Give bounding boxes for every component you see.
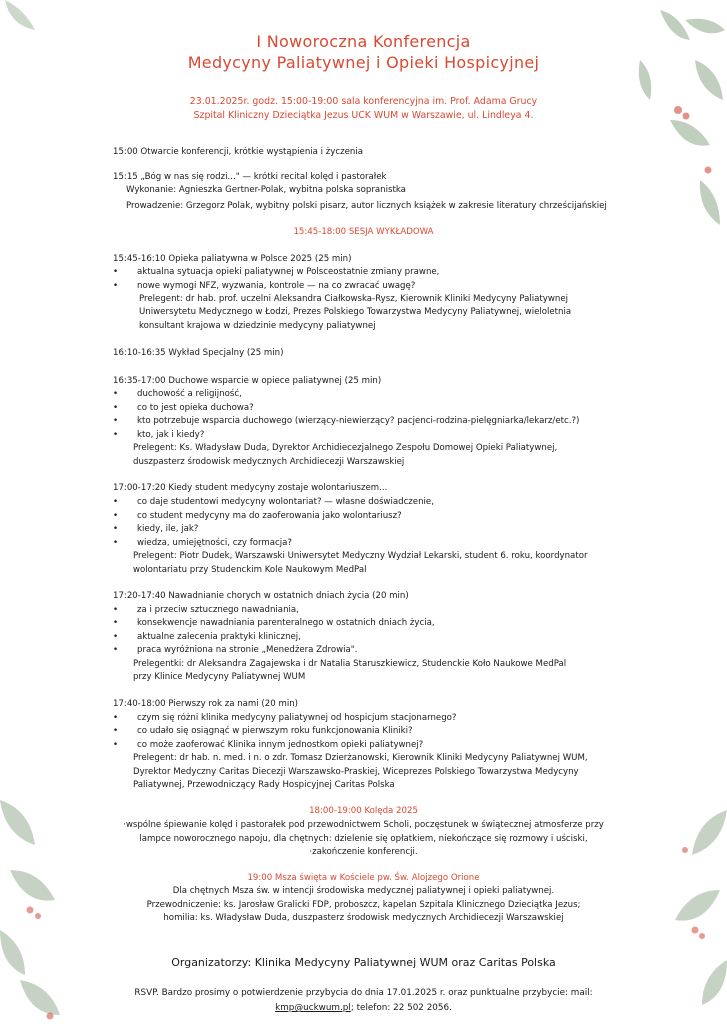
lecture2-bullet: kto, jak i kiedy? xyxy=(137,430,205,440)
koleda-line: ·zakończenie konferencji. xyxy=(309,847,418,857)
lecture3-title: 17:00-17:20 Kiedy student medycyny zostaje wolontariuszem... xyxy=(113,483,388,493)
lecture5-speaker: Dyrektor Medyczny Caritas Diecezji Warszawsko-Praskiej, Wiceprezes Polskiego Towarzystwa Medycyny xyxy=(133,767,579,777)
bullet-icon: • xyxy=(113,497,119,507)
lecture1-speaker: Uniwersytetu Medycznego w Łodzi, Prezes Polskiego Towarzystwa Medycyny Paliatywnej, wieloletnia xyxy=(139,307,572,317)
lecture2-bullet: kto potrzebuje wsparcia duchowego (wierzący-niewierzący? pacjenci-rodzina-pielęgniarka/lekarz/etc.?) xyxy=(137,416,580,426)
bullet-icon: • xyxy=(113,740,119,750)
lecture5-bullet: co może zaoferować Klinika innym jednostkom opieki paliatywnej? xyxy=(137,740,424,750)
lecture1-bullet: aktualna sytuacja opieki paliatywnej w Polsceostatnie zmiany prawne, xyxy=(137,267,440,277)
lecture2-speaker: Prelegent: Ks. Władysław Duda, Dyrektor Archidiecezjalnego Zespołu Domowej Opieki Paliatywnej, xyxy=(133,443,558,453)
mass-line: Przewodniczenie: ks. Jarosław Gralicki FDP, proboszcz, kapelan Szpitala Klinicznego Dzieciątka Jezus; xyxy=(146,900,581,910)
lecture3-bullet: co daje studentowi medycyny wolontariat? — własne doświadczenie, xyxy=(137,497,434,507)
bullet-icon: • xyxy=(113,416,119,426)
lecture4-bullet: za i przeciw sztucznego nawadniania, xyxy=(137,605,299,615)
bullet-icon: • xyxy=(113,645,119,655)
lecture5-bullet: czym się różni klinika medycyny paliatywnej od hospicjum stacjonarnego? xyxy=(137,713,457,723)
title-line-1: I Noworoczna Konferencja xyxy=(256,32,471,51)
bullet-icon: • xyxy=(113,511,119,521)
bullet-icon: • xyxy=(113,713,119,723)
mass-line: Dla chętnych Msza św. w intencji środowiska medycznej paliatywnej i opieki paliatywnej. xyxy=(172,886,555,896)
lecture3-bullet: co student medycyny ma do zaoferowania jako wolontariusz? xyxy=(137,511,402,521)
lecture5-speaker: Prelegent: dr hab. n. med. i n. o zdr. Tomasz Dzierżanowski, Kierownik Kliniki Medycyny Paliatywnej WUM, xyxy=(133,753,588,763)
subtitle-venue: Szpital Kliniczny Dzieciątka Jezus UCK WUM w Warszawie, ul. Lindleya 4. xyxy=(193,110,534,121)
title-line-2: Medycyny Paliatywnej i Opieki Hospicyjnej xyxy=(187,53,540,72)
organizers: Organizatorzy: Klinika Medycyny Paliatywnej WUM oraz Caritas Polska xyxy=(171,956,556,969)
lecture4-bullet: konsekwencje nawadniania parenteralnego w ostatnich dniach życia, xyxy=(137,618,435,628)
session-header: 15:45-18:00 SESJA WYKŁADOWA xyxy=(293,227,434,237)
phone-text: ; telefon: 22 502 2056. xyxy=(350,1003,452,1013)
lecture1-speaker: Prelegent: dr hab. prof. uczelni Aleksandra Ciałkowska-Rysz, Kierownik Kliniki Medycyny Paliatywnej xyxy=(139,294,569,304)
lecture2-title: 16:35-17:00 Duchowe wsparcie w opiece paliatywnej (25 min) xyxy=(113,376,382,386)
recital-performer: Wykonanie: Agnieszka Gertner-Polak, wybitna polska sopranistka xyxy=(126,185,406,195)
bullet-icon: • xyxy=(113,430,119,440)
koleda-line: lampce noworocznego napoju, dla chętnych: dzielenie się opłatkiem, niekończące się rozmowy i uściski, xyxy=(139,834,588,844)
bullet-icon: • xyxy=(113,726,119,736)
lecture1-bullet: nowe wymogi NFZ, wyzwania, kontrole — na co zwracać uwagę? xyxy=(137,281,416,291)
bullet-icon: • xyxy=(113,389,119,399)
lecture2-speaker: duszpasterz środowisk medycznych Archidiecezji Warszawskiej xyxy=(133,457,405,467)
lecture3-bullet: wiedza, umiejętności, czy formacja? xyxy=(137,538,292,548)
recital-host: Prowadzenie: Grzegorz Polak, wybitny polski pisarz, autor licznych książek w zakresie literatury chrześcijańskiej xyxy=(126,201,607,211)
koleda-header: 18:00-19:00 Kolęda 2025 xyxy=(309,806,418,816)
bullet-icon: • xyxy=(113,267,119,277)
lecture1-speaker: konsultant krajowa w dziedzinie medycyny paliatywnej xyxy=(139,321,376,331)
mass-line: homilia: ks. Władysław Duda, duszpasterz środowisk medycznych Archidiecezji Warszawskiej xyxy=(163,913,564,923)
lecture3-speaker: Prelegent: Piotr Dudek, Warszawski Uniwersytet Medyczny Wydział Lekarski, student 6. roku, koordynator xyxy=(133,551,588,561)
bullet-icon: • xyxy=(113,632,119,642)
rsvp-line: RSVP. Bardzo prosimy o potwierdzenie przybycia do dnia 17.01.2025 r. oraz punktualne przybycie: mail: xyxy=(134,988,593,998)
lecture4-bullet: praca wyróżniona na stronie „Menedżera Zdrowia". xyxy=(137,645,358,655)
lecture4-speaker: przy Klinice Medycyny Paliatywnej WUM xyxy=(133,672,306,682)
bullet-icon: • xyxy=(113,618,119,628)
lecture3-speaker: wolontariatu przy Studenckim Kole Naukowym MedPal xyxy=(133,565,367,575)
bullet-icon: • xyxy=(113,403,119,413)
bullet-icon: • xyxy=(113,281,119,291)
lecture5-speaker: Paliatywnej, Przewodniczący Rady Hospicyjnej Caritas Polska xyxy=(133,780,395,790)
subtitle-date: 23.01.2025r. godz. 15:00-19:00 sala konferencyjna im. Prof. Adama Grucy xyxy=(189,96,538,107)
lecture4-speaker: Prelegentki: dr Aleksandra Zagajewska i dr Natalia Staruszkiewicz, Studenckie Koło Naukowe MedPal xyxy=(133,659,567,669)
lecture4-title: 17:20-17:40 Nawadnianie chorych w ostatnich dniach życia (20 min) xyxy=(113,591,409,601)
lecture5-title: 17:40-18:00 Pierwszy rok za nami (20 min) xyxy=(113,699,299,709)
rsvp-contact xyxy=(0,1001,727,1016)
recital-title: 15:15 „Bóg w nas się rodzi..." — krótki recital kolęd i pastorałek xyxy=(113,172,387,182)
lecture1-title: 15:45-16:10 Opieka paliatywna w Polsce 2025 (25 min) xyxy=(113,254,352,264)
koleda-line: ·wspólne śpiewanie kolęd i pastorałek pod przewodnictwem Scholi, poczęstunek w świątecznej atmosferze przy xyxy=(123,820,604,830)
bullet-icon: • xyxy=(113,605,119,615)
bullet-icon: • xyxy=(113,538,119,548)
opening-item: 15:00 Otwarcie konferencji, krótkie wystąpienia i życzenia xyxy=(113,147,363,157)
lecture3-bullet: kiedy, ile, jak? xyxy=(137,524,199,534)
email-link[interactable]: kmp@uckwum.pl xyxy=(275,1003,351,1013)
lecture4-bullet: aktualne zalecenia praktyki klinicznej, xyxy=(137,632,301,642)
lecture2-bullet: duchowość a religijność, xyxy=(137,389,242,399)
lecture5-bullet: co udało się osiągnąć w pierwszym roku funkcjonowania Kliniki? xyxy=(137,726,413,736)
lecture2-bullet: co to jest opieka duchowa? xyxy=(137,403,254,413)
bullet-icon: • xyxy=(113,524,119,534)
mass-header: 19:00 Msza święta w Kościele pw. Św. Alojzego Orione xyxy=(247,873,480,883)
special-lecture: 16:10-16:35 Wykład Specjalny (25 min) xyxy=(113,348,284,358)
